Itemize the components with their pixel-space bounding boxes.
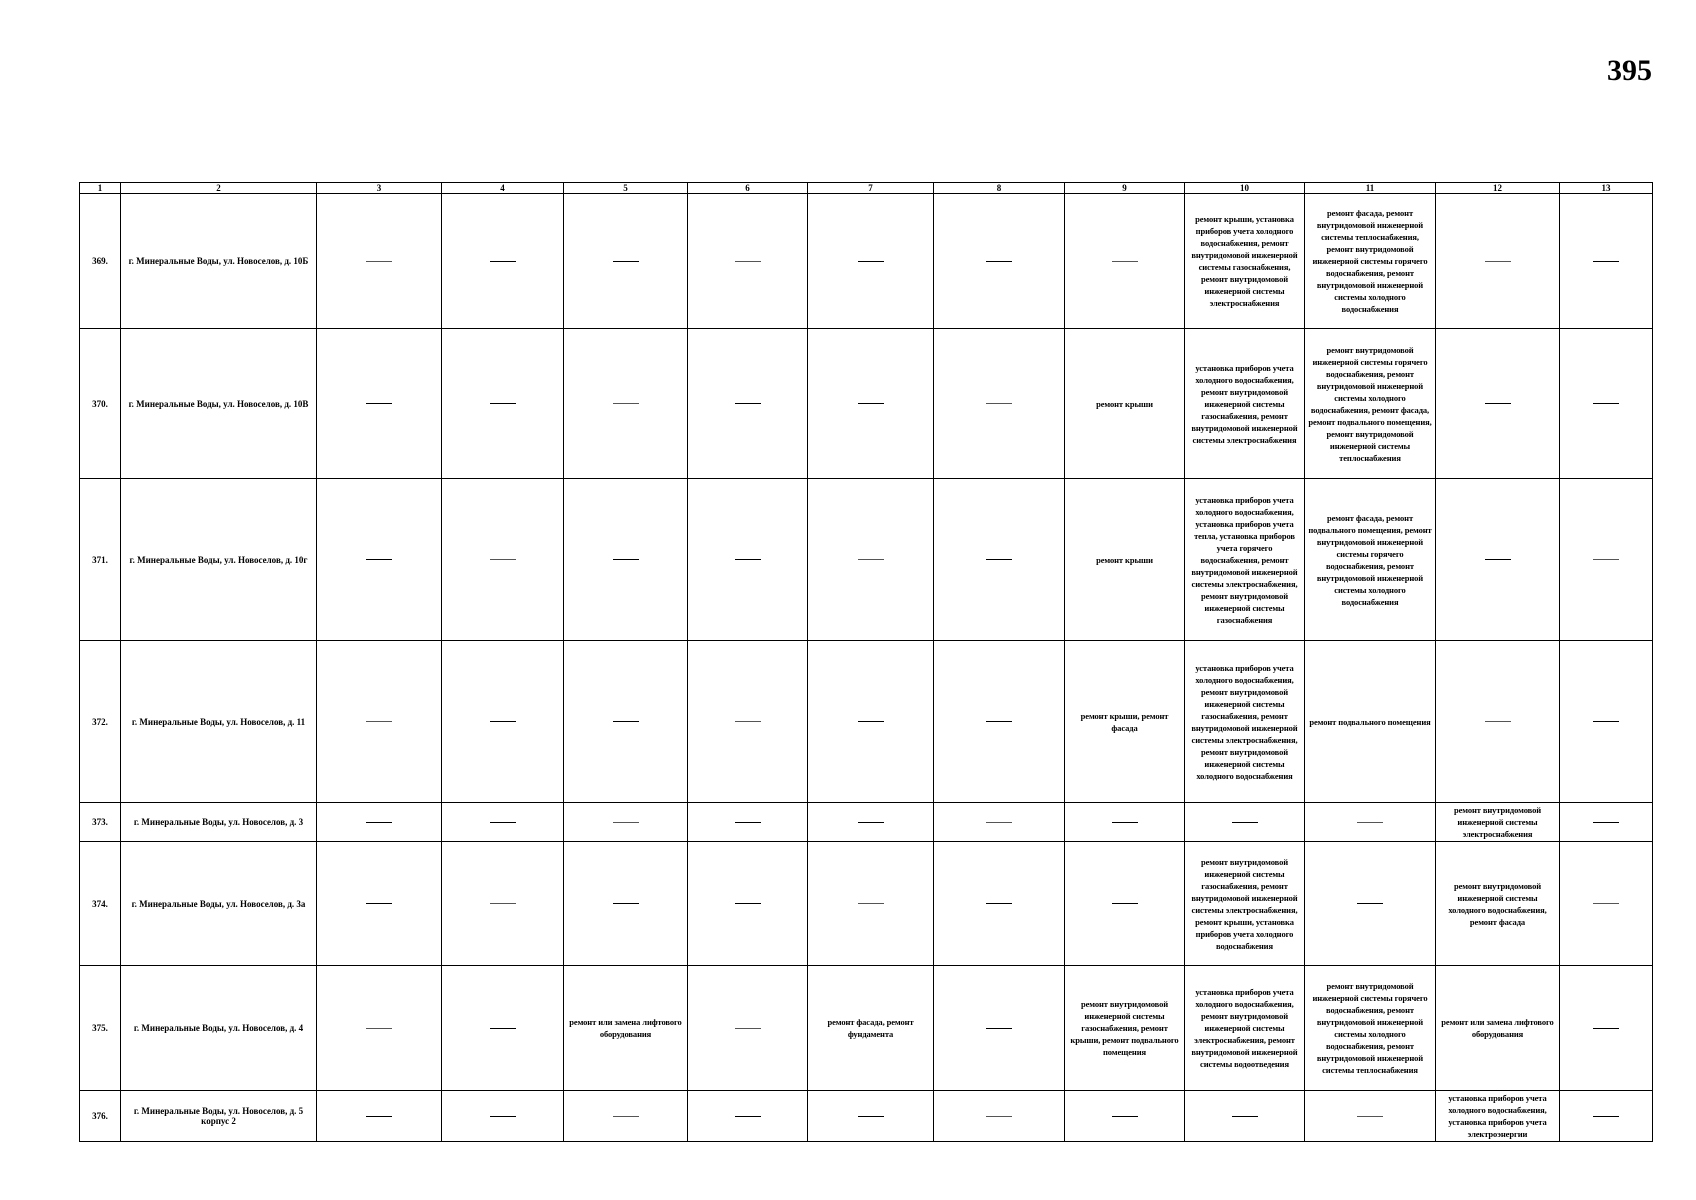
dash-mark xyxy=(366,822,392,823)
dash-mark xyxy=(858,1116,884,1117)
address-cell: г. Минеральные Воды, ул. Новоселов, д. 3а xyxy=(121,842,317,966)
column-header-1: 1 xyxy=(80,183,121,194)
empty-cell xyxy=(934,194,1065,329)
dash-mark xyxy=(858,559,884,560)
empty-cell xyxy=(442,803,564,842)
empty-cell xyxy=(1436,194,1560,329)
dash-mark xyxy=(1593,1116,1619,1117)
dash-mark xyxy=(490,1116,516,1117)
work-type-cell: ремонт или замена лифтового оборудования xyxy=(1436,966,1560,1091)
work-type-cell: ремонт крыши, установка приборов учета холодного водоснабжения, ремонт внутридомовой инженерной системы газоснабжения, ремонт внутридомовой инженерной системы электроснабжения xyxy=(1185,194,1305,329)
dash-mark xyxy=(490,559,516,560)
work-type-cell: ремонт или замена лифтового оборудования xyxy=(564,966,688,1091)
empty-cell xyxy=(442,966,564,1091)
empty-cell xyxy=(808,641,934,803)
work-type-cell: установка приборов учета холодного водоснабжения, установка приборов учета тепла, установка приборов учета горячего водоснабжения, ремонт внутридомовой инженерной системы электроснабжения, ремонт внутридомовой инженерной системы газоснабжения xyxy=(1185,479,1305,641)
empty-cell xyxy=(1560,1091,1653,1142)
dash-mark xyxy=(1232,822,1258,823)
address-cell: г. Минеральные Воды, ул. Новоселов, д. 10В xyxy=(121,329,317,479)
work-type-cell: ремонт фасада, ремонт внутридомовой инженерной системы теплоснабжения, ремонт внутридомовой инженерной системы горячего водоснабжения, ремонт внутридомовой инженерной системы холодного водоснабжения xyxy=(1305,194,1436,329)
empty-cell xyxy=(442,1091,564,1142)
dash-mark xyxy=(366,261,392,262)
empty-cell xyxy=(688,479,808,641)
dash-mark xyxy=(735,822,761,823)
dash-mark xyxy=(1593,903,1619,904)
dash-mark xyxy=(1485,403,1511,404)
dash-mark xyxy=(858,903,884,904)
table-row xyxy=(80,329,1653,479)
empty-cell xyxy=(808,842,934,966)
column-header-4: 4 xyxy=(442,183,564,194)
dash-mark xyxy=(986,559,1012,560)
empty-cell xyxy=(1065,803,1185,842)
column-header-10: 10 xyxy=(1185,183,1305,194)
dash-mark xyxy=(858,403,884,404)
column-header-5: 5 xyxy=(564,183,688,194)
work-type-cell: ремонт внутридомовой инженерной системы газоснабжения, ремонт внутридомовой инженерной системы электроснабжения, ремонт крыши, установка приборов учета холодного водоснабжения xyxy=(1185,842,1305,966)
dash-mark xyxy=(366,1116,392,1117)
dash-mark xyxy=(1593,261,1619,262)
work-type-cell: установка приборов учета холодного водоснабжения, ремонт внутридомовой инженерной системы газоснабжения, ремонт внутридомовой инженерной системы электроснабжения xyxy=(1185,329,1305,479)
empty-cell xyxy=(1305,803,1436,842)
column-header-11: 11 xyxy=(1305,183,1436,194)
empty-cell xyxy=(934,1091,1065,1142)
empty-cell xyxy=(808,479,934,641)
empty-cell xyxy=(564,641,688,803)
dash-mark xyxy=(1357,903,1383,904)
dash-mark xyxy=(490,403,516,404)
work-type-cell: ремонт подвального помещения xyxy=(1305,641,1436,803)
empty-cell xyxy=(688,194,808,329)
dash-mark xyxy=(613,903,639,904)
table-row xyxy=(80,966,1653,1091)
dash-mark xyxy=(613,403,639,404)
table-row xyxy=(80,194,1653,329)
empty-cell xyxy=(564,194,688,329)
empty-cell xyxy=(317,329,442,479)
dash-mark xyxy=(735,261,761,262)
table-row xyxy=(80,842,1653,966)
dash-mark xyxy=(735,1116,761,1117)
column-header-8: 8 xyxy=(934,183,1065,194)
dash-mark xyxy=(490,822,516,823)
row-number: 373. xyxy=(80,803,121,842)
dash-mark xyxy=(613,721,639,722)
dash-mark xyxy=(613,822,639,823)
column-header-12: 12 xyxy=(1436,183,1560,194)
address-cell: г. Минеральные Воды, ул. Новоселов, д. 4 xyxy=(121,966,317,1091)
dash-mark xyxy=(1485,261,1511,262)
empty-cell xyxy=(808,803,934,842)
dash-mark xyxy=(1593,1028,1619,1029)
column-header-6: 6 xyxy=(688,183,808,194)
empty-cell xyxy=(808,194,934,329)
address-cell: г. Минеральные Воды, ул. Новоселов, д. 3 xyxy=(121,803,317,842)
work-type-cell: ремонт крыши xyxy=(1065,329,1185,479)
dash-mark xyxy=(986,1028,1012,1029)
table-row xyxy=(80,803,1653,842)
empty-cell xyxy=(934,479,1065,641)
empty-cell xyxy=(688,803,808,842)
column-header-13: 13 xyxy=(1560,183,1653,194)
dash-mark xyxy=(1593,822,1619,823)
dash-mark xyxy=(1593,559,1619,560)
dash-mark xyxy=(613,261,639,262)
dash-mark xyxy=(858,822,884,823)
dash-mark xyxy=(858,261,884,262)
work-type-cell: ремонт крыши xyxy=(1065,479,1185,641)
empty-cell xyxy=(317,966,442,1091)
dash-mark xyxy=(1485,559,1511,560)
work-type-cell: установка приборов учета холодного водоснабжения, ремонт внутридомовой инженерной системы газоснабжения, ремонт внутридомовой инженерной системы электроснабжения, ремонт внутридомовой инженерной системы холодного водоснабжения xyxy=(1185,641,1305,803)
empty-cell xyxy=(317,803,442,842)
dash-mark xyxy=(490,1028,516,1029)
empty-cell xyxy=(808,1091,934,1142)
column-header-2: 2 xyxy=(121,183,317,194)
empty-cell xyxy=(688,966,808,1091)
empty-cell xyxy=(317,842,442,966)
dash-mark xyxy=(490,903,516,904)
dash-mark xyxy=(366,903,392,904)
repair-plan-table xyxy=(79,182,1653,1142)
empty-cell xyxy=(1560,803,1653,842)
empty-cell xyxy=(442,842,564,966)
row-number: 376. xyxy=(80,1091,121,1142)
empty-cell xyxy=(1436,479,1560,641)
dash-mark xyxy=(1593,403,1619,404)
work-type-cell: ремонт внутридомовой инженерной системы газоснабжения, ремонт крыши, ремонт подвального помещения xyxy=(1065,966,1185,1091)
work-type-cell: ремонт внутридомовой инженерной системы горячего водоснабжения, ремонт внутридомовой инженерной системы холодного водоснабжения, ремонт фасада, ремонт подвального помещения, ремонт внутридомовой инженерной системы теплоснабжения xyxy=(1305,329,1436,479)
empty-cell xyxy=(1185,803,1305,842)
empty-cell xyxy=(1065,194,1185,329)
dash-mark xyxy=(986,822,1012,823)
empty-cell xyxy=(688,1091,808,1142)
dash-mark xyxy=(613,1116,639,1117)
dash-mark xyxy=(366,403,392,404)
empty-cell xyxy=(564,842,688,966)
dash-mark xyxy=(986,903,1012,904)
page-number: 395 xyxy=(1607,54,1652,87)
empty-cell xyxy=(934,842,1065,966)
empty-cell xyxy=(688,842,808,966)
empty-cell xyxy=(442,641,564,803)
empty-cell xyxy=(934,966,1065,1091)
row-number: 372. xyxy=(80,641,121,803)
row-number: 375. xyxy=(80,966,121,1091)
empty-cell xyxy=(317,1091,442,1142)
empty-cell xyxy=(688,329,808,479)
work-type-cell: установка приборов учета холодного водоснабжения, ремонт внутридомовой инженерной системы электроснабжения, ремонт внутридомовой инженерной системы водоотведения xyxy=(1185,966,1305,1091)
address-cell: г. Минеральные Воды, ул. Новоселов, д. 11 xyxy=(121,641,317,803)
row-number: 369. xyxy=(80,194,121,329)
dash-mark xyxy=(366,1028,392,1029)
empty-cell xyxy=(1065,1091,1185,1142)
empty-cell xyxy=(317,641,442,803)
empty-cell xyxy=(442,329,564,479)
dash-mark xyxy=(1112,822,1138,823)
column-header-7: 7 xyxy=(808,183,934,194)
empty-cell xyxy=(1305,842,1436,966)
dash-mark xyxy=(858,721,884,722)
empty-cell xyxy=(1560,966,1653,1091)
dash-mark xyxy=(986,721,1012,722)
dash-mark xyxy=(366,721,392,722)
table-row xyxy=(80,1091,1653,1142)
dash-mark xyxy=(986,261,1012,262)
dash-mark xyxy=(735,903,761,904)
table-body xyxy=(80,194,1653,1142)
empty-cell xyxy=(317,194,442,329)
empty-cell xyxy=(934,803,1065,842)
address-cell: г. Минеральные Воды, ул. Новоселов, д. 10г xyxy=(121,479,317,641)
work-type-cell: ремонт фасада, ремонт фундамента xyxy=(808,966,934,1091)
empty-cell xyxy=(1560,842,1653,966)
dash-mark xyxy=(1232,1116,1258,1117)
empty-cell xyxy=(564,329,688,479)
dash-mark xyxy=(613,559,639,560)
empty-cell xyxy=(688,641,808,803)
work-type-cell: ремонт внутридомовой инженерной системы электроснабжения xyxy=(1436,803,1560,842)
dash-mark xyxy=(1485,721,1511,722)
work-type-cell: ремонт внутридомовой инженерной системы горячего водоснабжения, ремонт внутридомовой инженерной системы холодного водоснабжения, ремонт внутридомовой инженерной системы теплоснабжения xyxy=(1305,966,1436,1091)
work-type-cell: ремонт внутридомовой инженерной системы холодного водоснабжения, ремонт фасада xyxy=(1436,842,1560,966)
row-number: 371. xyxy=(80,479,121,641)
empty-cell xyxy=(1065,842,1185,966)
table-row xyxy=(80,641,1653,803)
dash-mark xyxy=(1357,1116,1383,1117)
empty-cell xyxy=(934,641,1065,803)
row-number: 370. xyxy=(80,329,121,479)
address-cell: г. Минеральные Воды, ул. Новоселов, д. 10Б xyxy=(121,194,317,329)
empty-cell xyxy=(317,479,442,641)
dash-mark xyxy=(986,1116,1012,1117)
table-row xyxy=(80,479,1653,641)
empty-cell xyxy=(1560,641,1653,803)
dash-mark xyxy=(1112,1116,1138,1117)
empty-cell xyxy=(442,194,564,329)
empty-cell xyxy=(564,1091,688,1142)
empty-cell xyxy=(1436,329,1560,479)
dash-mark xyxy=(366,559,392,560)
dash-mark xyxy=(490,261,516,262)
dash-mark xyxy=(1112,261,1138,262)
empty-cell xyxy=(564,479,688,641)
column-header-3: 3 xyxy=(317,183,442,194)
empty-cell xyxy=(442,479,564,641)
empty-cell xyxy=(1436,641,1560,803)
dash-mark xyxy=(986,403,1012,404)
row-number: 374. xyxy=(80,842,121,966)
empty-cell xyxy=(808,329,934,479)
dash-mark xyxy=(490,721,516,722)
work-type-cell: ремонт крыши, ремонт фасада xyxy=(1065,641,1185,803)
empty-cell xyxy=(1560,329,1653,479)
work-type-cell: ремонт фасада, ремонт подвального помещения, ремонт внутридомовой инженерной системы горячего водоснабжения, ремонт внутридомовой инженерной системы холодного водоснабжения xyxy=(1305,479,1436,641)
address-cell: г. Минеральные Воды, ул. Новоселов, д. 5 корпус 2 xyxy=(121,1091,317,1142)
dash-mark xyxy=(735,1028,761,1029)
empty-cell xyxy=(1560,479,1653,641)
dash-mark xyxy=(735,721,761,722)
column-header-9: 9 xyxy=(1065,183,1185,194)
dash-mark xyxy=(1593,721,1619,722)
empty-cell xyxy=(1185,1091,1305,1142)
empty-cell xyxy=(564,803,688,842)
dash-mark xyxy=(735,403,761,404)
empty-cell xyxy=(1305,1091,1436,1142)
dash-mark xyxy=(735,559,761,560)
empty-cell xyxy=(1560,194,1653,329)
dash-mark xyxy=(1357,822,1383,823)
work-type-cell: установка приборов учета холодного водоснабжения, установка приборов учета электроэнергии xyxy=(1436,1091,1560,1142)
dash-mark xyxy=(1112,903,1138,904)
empty-cell xyxy=(934,329,1065,479)
column-number-row xyxy=(80,183,1653,194)
